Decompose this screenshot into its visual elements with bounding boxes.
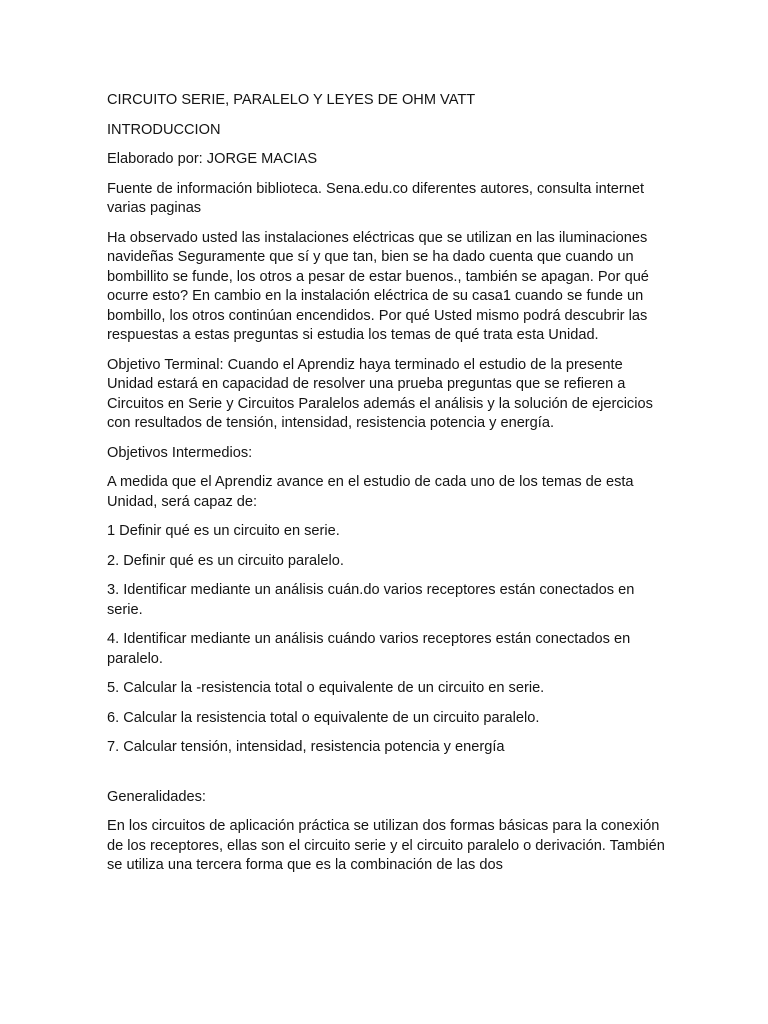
- intermediate-objectives-intro: A medida que el Aprendiz avance en el estudio de cada uno de los temas de esta Unidad, será capaz de:: [107, 474, 634, 510]
- author-line: Elaborado por: JORGE MACIAS: [107, 151, 318, 167]
- document-title: CIRCUITO SERIE, PARALELO Y LEYES DE OHM VATT: [107, 92, 476, 108]
- objective-item: 1 Definir qué es un circuito en serie.: [107, 523, 340, 539]
- objective-item: 7. Calcular tensión, intensidad, resistencia potencia y energía: [107, 739, 505, 755]
- document-body: [107, 91, 667, 886]
- objective-item: 2. Definir qué es un circuito paralelo.: [107, 552, 344, 569]
- source-line: Fuente de información biblioteca. Sena.edu.co diferentes autores, consulta internet varias paginas: [107, 180, 645, 216]
- intermediate-objectives-heading: Objetivos Intermedios:: [107, 444, 253, 461]
- objective-item: 6. Calcular la resistencia total o equivalente de un circuito paralelo.: [107, 709, 540, 726]
- terminal-objective-paragraph: Objetivo Terminal: Cuando el Aprendiz haya terminado el estudio de la presente Unidad estará en capacidad de resolver una prueba preguntas que se refieren a Circuitos en Serie y Circuitos Paralelos además el análisis y la solución de ejercicios con resultados de tensión, intensidad, resistencia potencia y energía.: [107, 356, 653, 431]
- objective-item: 4. Identificar mediante un análisis cuándo varios receptores están conectados en paralelo.: [107, 631, 631, 667]
- intro-paragraph: Ha observado usted las instalaciones eléctricas que se utilizan en las iluminaciones navideñas Seguramente que sí y que tan, bien se ha dado cuenta que cuando un bombillito se funde, los otros a pesar de estar buenos., también se apagan. Por qué ocurre esto? En cambio en la instalación eléctrica de su casa1 cuando se funde un bombillo, los otros continúan encendidos. Por qué Usted mismo podrá descubrir las respuestas a estas preguntas si estudia los temas de qué trata esta Unidad.: [107, 229, 649, 343]
- generalities-paragraph: En los circuitos de aplicación práctica se utilizan dos formas básicas para la conexión de los receptores, ellas son el circuito serie y el circuito paralelo o derivación. También se utiliza una tercera forma que es la combinación de las dos: [107, 818, 665, 873]
- objective-item: 3. Identificar mediante un análisis cuán.do varios receptores están conectados en serie.: [107, 582, 635, 618]
- generalities-heading: Generalidades:: [107, 788, 206, 805]
- objective-item: 5. Calcular la -resistencia total o equivalente de un circuito en serie.: [107, 680, 545, 696]
- section-heading-introduccion: INTRODUCCION: [107, 121, 221, 138]
